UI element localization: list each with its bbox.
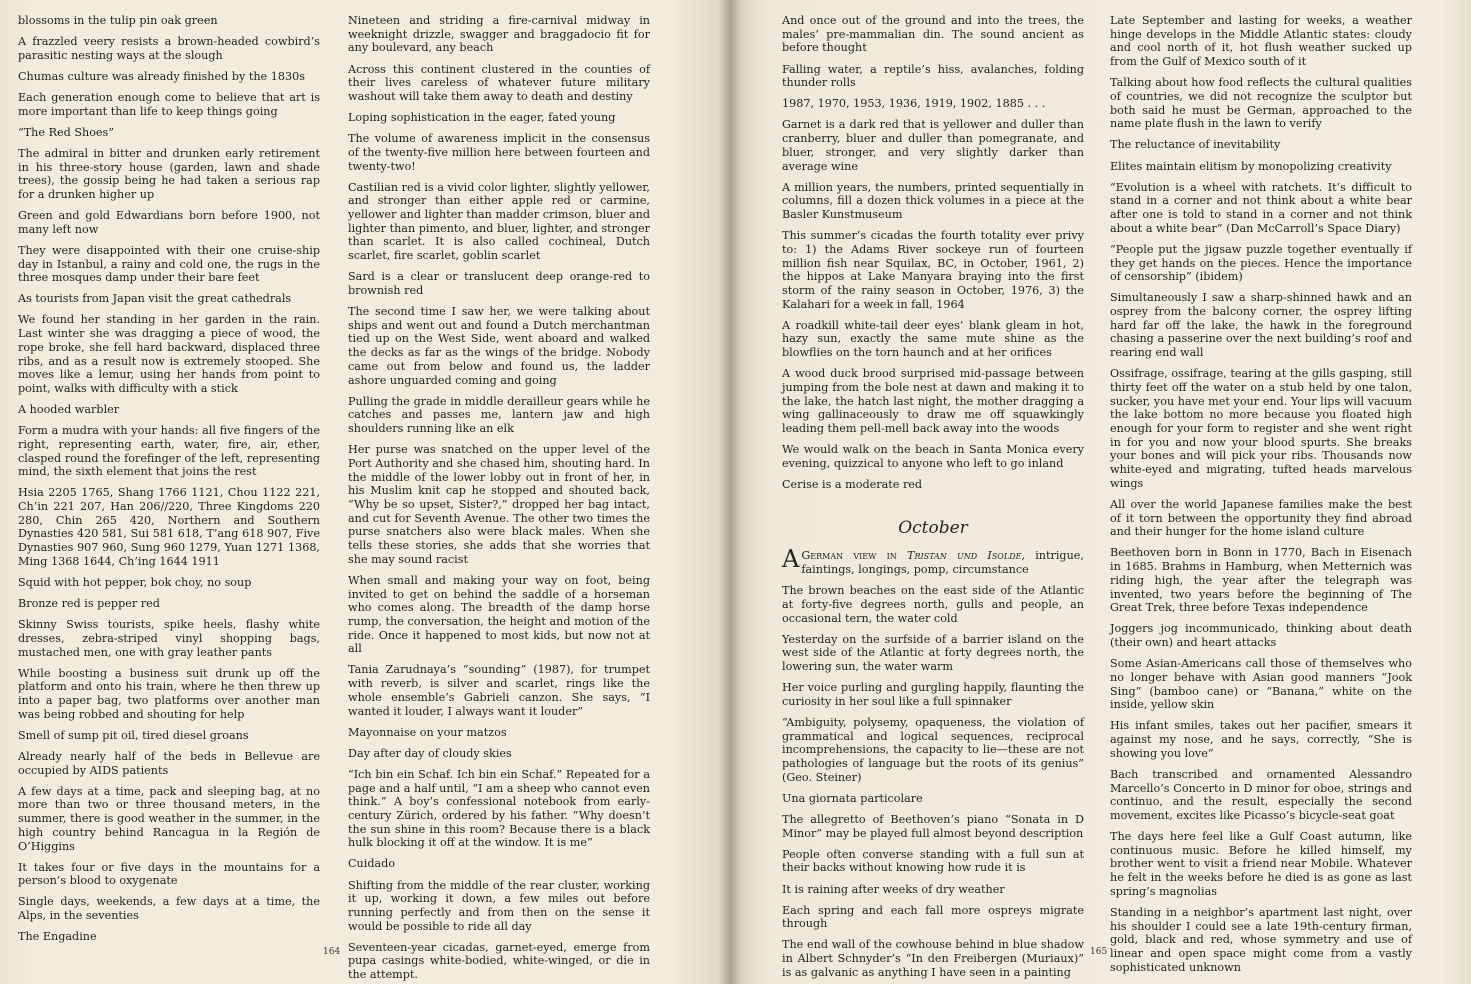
text-entry: The reluctance of inevitability <box>1110 138 1281 152</box>
text-entry: Each spring and each fall more ospreys migrate through <box>782 903 1084 931</box>
text-entry: Cerise is a moderate red <box>782 477 923 491</box>
text-entry: The allegretto of Beethoven’s piano “Sonata in D Minor” may be played full almost beyond description <box>782 812 1084 840</box>
text-entry: They were disappointed with their one cruise-ship day in Istanbul, a rainy and cold one, the rugs in the three mosques damp under their bare feet <box>18 243 320 285</box>
text-entry: 1987, 1970, 1953, 1936, 1919, 1902, 1885 . . . <box>782 97 1046 111</box>
text-entry: “Ambiguity, polysemy, opaqueness, the violation of grammatical and logical sequences, reciprocal incomprehensions, the capacity to lie—these are not pathologies of language but the roots of its genius” (Geo. Steiner) <box>782 715 1084 784</box>
text-entry: Chumas culture was already finished by the 1830s <box>18 69 305 83</box>
text-entry: “Ich bin ein Schaf. Ich bin ein Schaf.” Repeated for a page and a half until, “I am a sheep who cannot even think.” A boy’s confessional notebook from early-century Zürich, ordered by his father. “Why doesn’t the sun shine in this room? Because there is a black hulk blocking it off at the window. It is me” <box>348 767 650 850</box>
text-entry: Mayonnaise on your matzos <box>348 725 507 739</box>
text-entry: Ossifrage, ossifrage, tearing at the gills gasping, still thirty feet off the water on a stub held by one talon, sucker, you have met your end. Your lips will vacuum the lake bottom no more because you floated high enough for your form to register and she went right in for you and now your blood spurts. She breaks your bones and will pick your ribs. Thousands now white-eyed and migrating, tufted heads marvelous wings <box>1110 367 1412 490</box>
text-entry: A hooded warbler <box>18 403 120 417</box>
page-number-left: 164 <box>323 947 341 957</box>
column-before-heading <box>782 14 1084 492</box>
text-entry: Green and gold Edwardians born before 1900, not many left now <box>18 209 320 236</box>
left-page-column-1 <box>18 14 320 944</box>
text-entry: It takes four or five days in the mountains for a person’s blood to oxygenate <box>18 860 320 888</box>
text-entry: Single days, weekends, a few days at a time, the Alps, in the seventies <box>18 895 320 923</box>
text-entry: The second time I saw her, we were talking about ships and went out and found a Dutch merchantman tied up on the West Side, went aboard and walked the decks as far as the wings of the bridge. Nobody came out from below and found us, the ladder ashore unguarded coming and going <box>348 305 650 387</box>
text-entry: A roadkill white-tail deer eyes’ blank gleam in hot, hazy sun, exactly the same mute shine as the blowflies on the torn haunch and at her orifices <box>782 318 1084 360</box>
lead-italic-title: Tristan und Isolde <box>906 549 1022 563</box>
text-entry: Form a mudra with your hands: all five fingers of the right, representing earth, water, fire, air, ether, clasped round the forefinger of the left, representing mind, the sixth element that joins the rest <box>18 424 320 479</box>
text-entry: Bach transcribed and ornamented Alessandro Marcello’s Concerto in D minor for oboe, strings and continuo, and the result, especially the second movement, excites like Picasso’s bicycle-seat goat <box>1110 767 1412 822</box>
column-after-heading <box>782 584 1084 979</box>
text-entry: The end wall of the cowhouse behind in blue shadow in Albert Schnyder’s “In den Freibergen (Muriaux)” is as galvanic as anything I have seen in a painting <box>782 938 1084 979</box>
text-entry: Some Asian-Americans call those of themselves who no longer behave with Asian good manners “Jook Sing” (bamboo cane) or “Banana,” white on the inside, yellow skin <box>1110 657 1412 712</box>
text-entry: And once out of the ground and into the trees, the males’ pre-mammalian din. The sound ancient as before thought <box>782 14 1084 55</box>
text-entry: “People put the jigsaw puzzle together eventually if they get hands on the pieces. Hence the importance of censorship” (ibidem) <box>1110 242 1412 284</box>
book-gutter <box>718 0 742 984</box>
text-entry: Garnet is a dark red that is yellower and duller than cranberry, bluer and duller than pomegranate, and bluer, stronger, and very slightly darker than average wine <box>782 118 1084 173</box>
text-entry: Late September and lasting for weeks, a weather hinge develops in the Middle Atlantic states: cloudy and cool north of it, hot flush weather sucked up from the Gulf of Mexico south of it <box>1110 14 1412 69</box>
text-entry: We found her standing in her garden in the rain. Last winter she was dragging a piece of wood, the rope broke, she fell hard backward, displaced three ribs, and as a result now is extremely stooped. She moves like a lemur, using her hands from point to point, walks with difficulty with a stick <box>18 313 320 395</box>
text-entry: It is raining after weeks of dry weather <box>782 882 1005 896</box>
text-entry: Each generation enough come to believe that art is more important than life to keep things going <box>18 90 320 118</box>
text-entry: Her voice purling and gurgling happily, flaunting the curiosity in her soul like a full spinnaker <box>782 681 1084 708</box>
text-entry: Smell of sump pit oil, tired diesel groans <box>18 728 249 742</box>
text-entry: Pulling the grade in middle derailleur gears while he catches and passes me, lantern jaw and high shoulders running like an elk <box>348 394 650 436</box>
text-entry: A few days at a time, pack and sleeping bag, at no more than two or three thousand meters, in the summer, there is good weather in the summer, in the high country behind Rancagua in la Región de O’Higgins <box>18 784 320 853</box>
text-entry: Simultaneously I saw a sharp-shinned hawk and an osprey from the balcony corner, the osprey lifting hard far off the lake, the hawk in the foreground chasing a passerine over the next building’s roof and rearing end wall <box>1110 291 1412 360</box>
text-entry: Falling water, a reptile’s hiss, avalanches, folding thunder rolls <box>782 62 1084 90</box>
right-page-column-1 <box>782 14 1084 979</box>
text-entry: Skinny Swiss tourists, spike heels, flashy white dresses, zebra-striped vinyl shopping bags, mustached men, one with gray leather pants <box>18 618 320 659</box>
text-entry: People often converse standing with a full sun at their backs without knowing how rude it is <box>782 847 1084 875</box>
text-entry: When small and making your way on foot, being invited to get on behind the saddle of a horseman who comes along. The breadth of the damp horse rump, the conversation, the height and motion of the ride. Once it happened to most kids, but now not at all <box>348 573 650 656</box>
text-entry: All over the world Japanese families make the best of it torn between the opportunity they find abroad and their hunger for the home island culture <box>1110 497 1412 539</box>
month-heading: October <box>898 517 968 538</box>
text-entry: Sard is a clear or translucent deep orange-red to brownish red <box>348 270 650 297</box>
text-entry: Hsia 2205 1765, Shang 1766 1121, Chou 1122 221, Ch’in 221 207, Han 206//220, Three Kingdoms 220 280, Chin 265 420, Northern and Southern Dynasties 420 581, Sui 581 618, T’ang 618 907, Five Dynasties 907 960, Sung 960 1279, Yuan 1271 1368, Ming 1368 1644, Ch’ing 1644 1911 <box>18 486 320 568</box>
text-entry: blossoms in the tulip pin oak green <box>18 14 218 27</box>
text-entry: The Engadine <box>18 930 97 944</box>
text-entry: Already nearly half of the beds in Bellevue are occupied by AIDS patients <box>18 749 320 777</box>
text-entry: The days here feel like a Gulf Coast autumn, like continuous music. Before he killed himself, my brother went to visit a friend near Mobile. Whatever he felt in the weeks before he died is as gone as last spring’s magnolias <box>1110 830 1412 898</box>
text-entry: As tourists from Japan visit the great cathedrals <box>18 292 292 306</box>
text-entry: This summer’s cicadas the fourth totality ever privy to: 1) the Adams River sockeye run of fourteen million fish near Squilax, BC, in October, 1961, 2) the hippos at Lake Manyara braying into the first storm of the rainy season in October, 1976, 3) the Kalahari for a week in fall, 1964 <box>782 229 1084 311</box>
text-entry: Loping sophistication in the eager, fated young <box>348 111 616 124</box>
text-entry: Standing in a neighbor’s apartment last night, over his shoulder I could see a late 19th-century firman, gold, black and red, whose symmetry and use of linear and open space might come from a vastly sophisticated unknown <box>1110 905 1412 974</box>
page-number-right: 165 <box>1090 947 1108 957</box>
text-entry: The volume of awareness implicit in the consensus of the twenty-five million here between fourteen and twenty-two! <box>348 132 650 173</box>
text-entry: Seventeen-year cicadas, garnet-eyed, emerge from pupa casings white-bodied, white-winged, or die in the attempt. <box>348 940 650 982</box>
text-entry: The admiral in bitter and drunken early retirement in his three-story house (garden, lawn and shade trees), the gossip being he had taken a serious rap for a drunken higher up <box>18 146 320 201</box>
text-entry: Una giornata particolare <box>782 791 923 805</box>
text-entry: Yesterday on the surfside of a barrier island on the west side of the Atlantic at forty degrees north, the lowering sun, the water warm <box>782 632 1084 674</box>
text-entry: A million years, the numbers, printed sequentially in columns, fill a dozen thick volumes in a piece at the Basler Kunstmuseum <box>782 180 1084 221</box>
text-entry: Shifting from the middle of the rear cluster, working it up, working it down, a few miles out before running perfectly and from then on the sense it would be possible to ride all day <box>348 878 650 933</box>
text-entry: His infant smiles, takes out her pacifier, smears it against my nose, and he says, correctly, “She is showing you love” <box>1110 719 1412 760</box>
text-entry: Bronze red is pepper red <box>18 597 160 611</box>
text-entry: A wood duck brood surprised mid-passage between jumping from the bole nest at dawn and making it to the lake, the hatch last night, the mother dragging a wing gallinaceously to draw me off squawkingly leading them pell-mell back away into the woods <box>782 367 1084 436</box>
text-entry: Joggers jog incommunicado, thinking about death (their own) and heart attacks <box>1110 622 1412 650</box>
october-lead-entry <box>782 545 1084 577</box>
text-entry: We would walk on the beach in Santa Monica every evening, quizzical to anyone who left to go inland <box>782 443 1084 470</box>
text-entry: While boosting a business suit drunk up off the platform and onto his train, where he then threw up into a paper bag, two platforms over another man was being robbed and shouting for help <box>18 666 320 721</box>
text-entry: A frazzled veery resists a brown-headed cowbird’s parasitic nesting ways at the slough <box>18 35 320 62</box>
left-page-column-2 <box>348 14 650 982</box>
text-entry: Across this continent clustered in the counties of their lives careless of whatever future military washout will take them away to death and destiny <box>348 62 650 103</box>
text-entry: Cuidado <box>348 857 396 871</box>
text-entry: Squid with hot pepper, bok choy, no soup <box>18 575 252 589</box>
text-entry: Talking about how food reflects the cultural qualities of countries, we did not recognize the sculptor but both said he must be German, approached to the name plate flush in the lawn to verify <box>1110 76 1412 131</box>
lead-rest: , intrigue, faintings, longings, pomp, circumstance <box>801 549 1084 577</box>
right-page-column-2 <box>1110 14 1412 974</box>
text-entry: Castilian red is a vivid color lighter, slightly yellower, and stronger than either apple red or carmine, yellower and lighter than madder crimson, bluer and lighter than pimento, and bluer, lighter, and stronger than scarlet. It is also called cochineal, Dutch scarlet, fire scarlet, goblin scarlet <box>348 180 650 263</box>
text-entry: “Evolution is a wheel with ratchets. It’s difficult to stand in a corner and not think about a white bear after one is told to stand in a corner and not think about a white bear” (Dan McCarroll’s Space Diary) <box>1110 180 1412 235</box>
text-entry: Day after day of cloudy skies <box>348 746 512 760</box>
text-entry: Nineteen and striding a fire-carnival midway in weeknight drizzle, swagger and braggadocio fit for any boulevard, any beach <box>348 14 650 55</box>
lead-small-caps: German view in <box>801 549 897 563</box>
text-entry: “The Red Shoes” <box>18 125 115 139</box>
text-entry: The brown beaches on the east side of the Atlantic at forty-five degrees north, gulls and people, an occasional tern, the water cold <box>782 584 1084 625</box>
drop-cap: A <box>782 545 800 574</box>
left-page <box>0 0 730 984</box>
text-entry: Her purse was snatched on the upper level of the Port Authority and she chased him, shouting hard. In the middle of the lower lobby out in front of her, in his Muslim knit cap he stopped and shouted back, “Why be so upset, Sister?,” dropped her bag intact, and cut for Seventh Avenue. The other two times the purse snatchers also were black males. When she tells these stories, she adds that she worries that she may sound racist <box>348 443 650 566</box>
text-entry: Elites maintain elitism by monopolizing creativity <box>1110 159 1392 173</box>
text-entry: Tania Zarudnaya’s “sounding” (1987), for trumpet with reverb, is silver and scarlet, rings like the whole ensemble’s Gabrieli canzon. She says, “I wanted it louder, I always want it louder” <box>348 663 650 718</box>
text-entry: Beethoven born in Bonn in 1770, Bach in Eisenach in 1685. Brahms in Hamburg, when Metternich was riding high, the year after the telegraph was invented, two years before the beginning of The Great Trek, three before Texas independence <box>1110 546 1412 615</box>
